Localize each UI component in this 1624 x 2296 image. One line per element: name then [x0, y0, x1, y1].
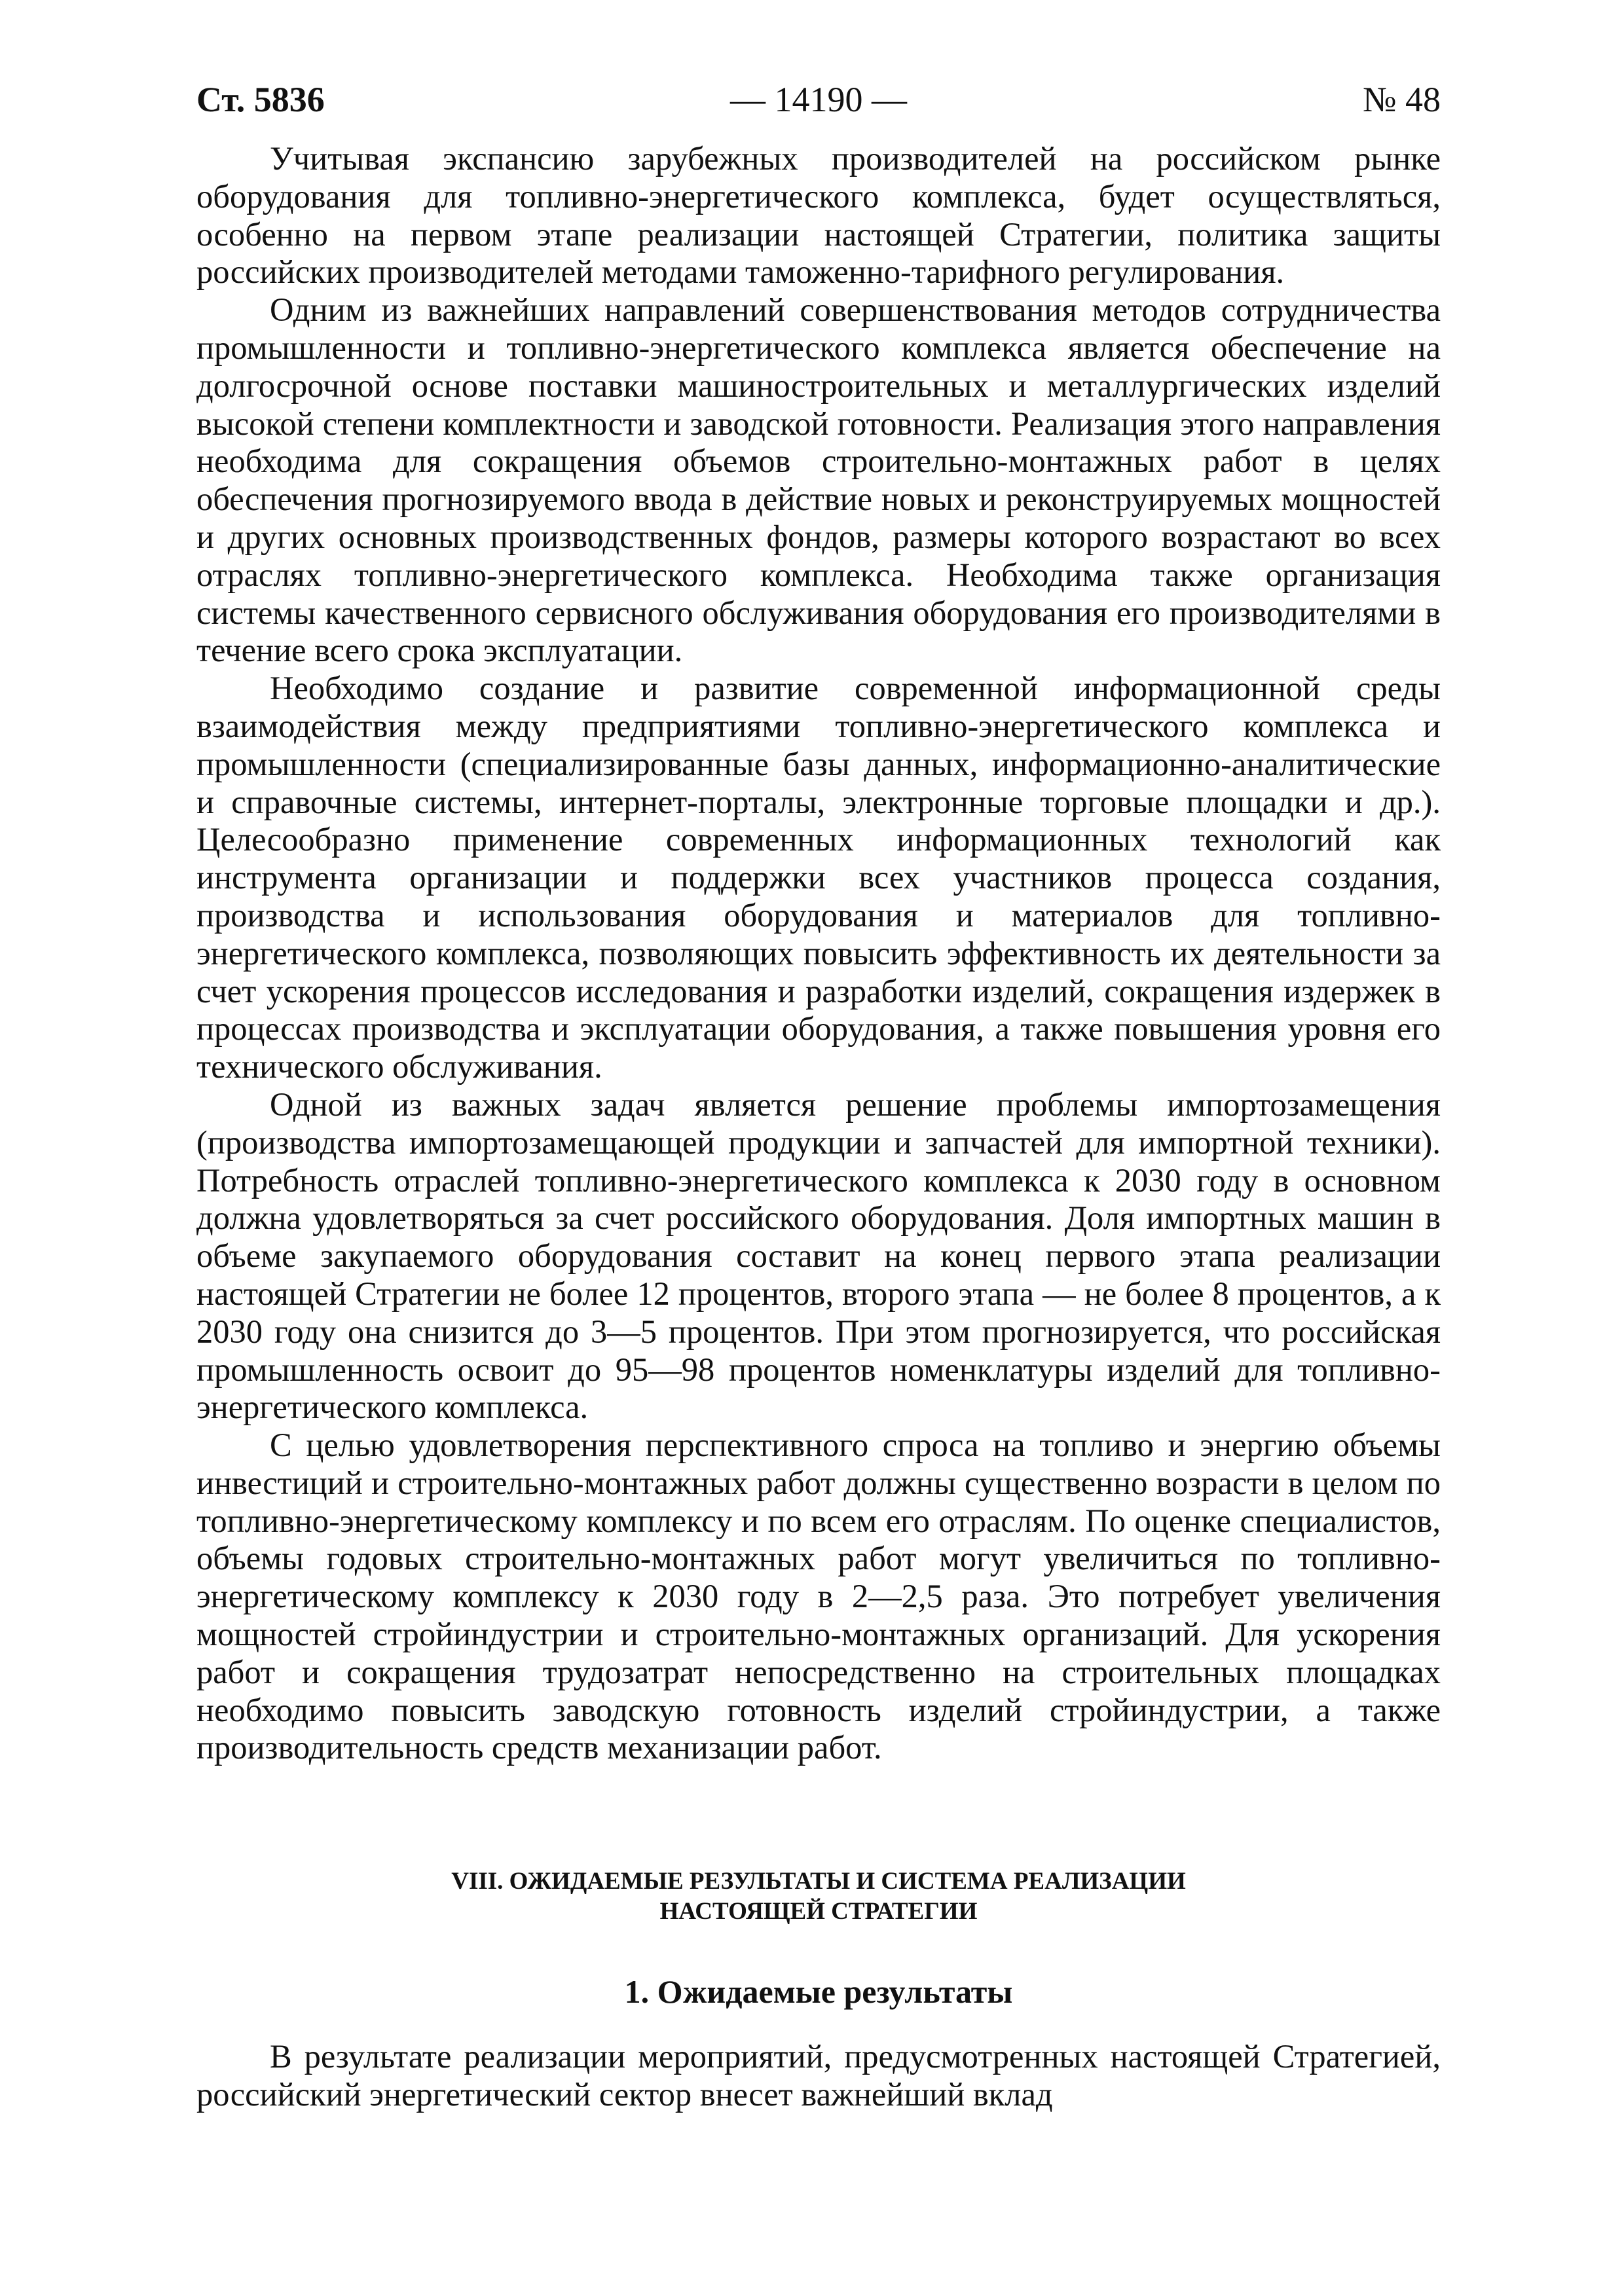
section-heading	[196, 1867, 1441, 1927]
paragraph: Одним из важнейших направлений совершенствования методов сотрудничества промышленности и топливно-энергетического комплекса является обеспечение на долгосрочной основе поставки машиностроительных и металлургических изделий высокой степени комплектности и заводской готовности. Реализация этого направления необходима для сокращения объемов строительно-монтажных работ в целях обеспечения прогнозируемого ввода в действие новых и реконструируемых мощностей и других основных производственных фондов, размеры которого возрастают во всех отраслях топливно-энергетического комплекса. Необходима также организация системы качественного сервисного обслуживания оборудования его производителями в течение всего срока эксплуатации.	[196, 291, 1441, 669]
paragraph: В результате реализации мероприятий, предусмотренных настоящей Стратегией, российский энергетический сектор внесет важнейший вклад	[196, 2038, 1441, 2113]
page-header	[196, 73, 1441, 126]
paragraph: С целью удовлетворения перспективного спроса на топливо и энергию объемы инвестиций и строительно-монтажных работ должны существенно возрасти в целом по топливно-энергетическому комплексу и по всем его отраслям. По оценке специалистов, объемы годовых строительно-монтажных работ могут увеличиться по топливно-энергетическому комплексу к 2030 году в 2—2,5 раза. Это потребует увеличения мощностей стройиндустрии и строительно-монтажных организаций. Для ускорения работ и сокращения трудозатрат непосредственно на строительных площадках необходимо повысить заводскую готовность изделий стройиндустрии, а также производительность средств механизации работ.	[196, 1427, 1441, 1766]
paragraph: Необходимо создание и развитие современной информационной среды взаимодействия между предприятиями топливно-энергетического комплекса и промышленности (специализированные базы данных, информационно-аналитические и справочные системы, интернет-порталы, электронные торговые площадки и др.). Целесообразно применение современных информационных технологий как инструмента организации и поддержки всех участников процесса создания, производства и использования оборудования и материалов для топливно-энергетического комплекса, позволяющих повысить эффективность их деятельности за счет ускорения процессов исследования и разработки изделий, сокращения издержек в процессах производства и эксплуатации оборудования, а также повышения уровня его технического обслуживания.	[196, 670, 1441, 1085]
paragraph: Учитывая экспансию зарубежных производителей на российском рынке оборудования для топливно-энергетического комплекса, будет осуществляться, особенно на первом этапе реализации настоящей Стратегии, политика защиты российских производителей методами таможенно-тарифного регулирования.	[196, 140, 1441, 291]
issue-number: № 48	[1362, 80, 1441, 119]
section-heading-line: VIII. ОЖИДАЕМЫЕ РЕЗУЛЬТАТЫ И СИСТЕМА РЕАЛИЗАЦИИ	[451, 1868, 1186, 1895]
subsection-heading: 1. Ожидаемые результаты	[624, 1973, 1013, 2011]
closing-text	[196, 2038, 1441, 2114]
section-heading-line: НАСТОЯЩЕЙ СТРАТЕГИИ	[659, 1898, 978, 1925]
main-text	[196, 140, 1441, 1767]
page-number: — 14190 —	[730, 80, 907, 119]
document-page	[196, 73, 1441, 2114]
paragraph: Одной из важных задач является решение проблемы импортозамещения (производства импортозамещающей продукции и запчастей для импортной техники). Потребность отраслей топливно-энергетического комплекса к 2030 году в основном должна удовлетворяться за счет российского оборудования. Доля импортных машин в объеме закупаемого оборудования составит на конец первого этапа реализации настоящей Стратегии не более 12 процентов, второго этапа — не более 8 процентов, а к 2030 году она снизится до 3—5 процентов. При этом прогнозируется, что российская промышленность освоит до 95—98 процентов номенклатуры изделий для топливно-энергетического комплекса.	[196, 1085, 1441, 1426]
article-number: Ст. 5836	[196, 80, 325, 119]
